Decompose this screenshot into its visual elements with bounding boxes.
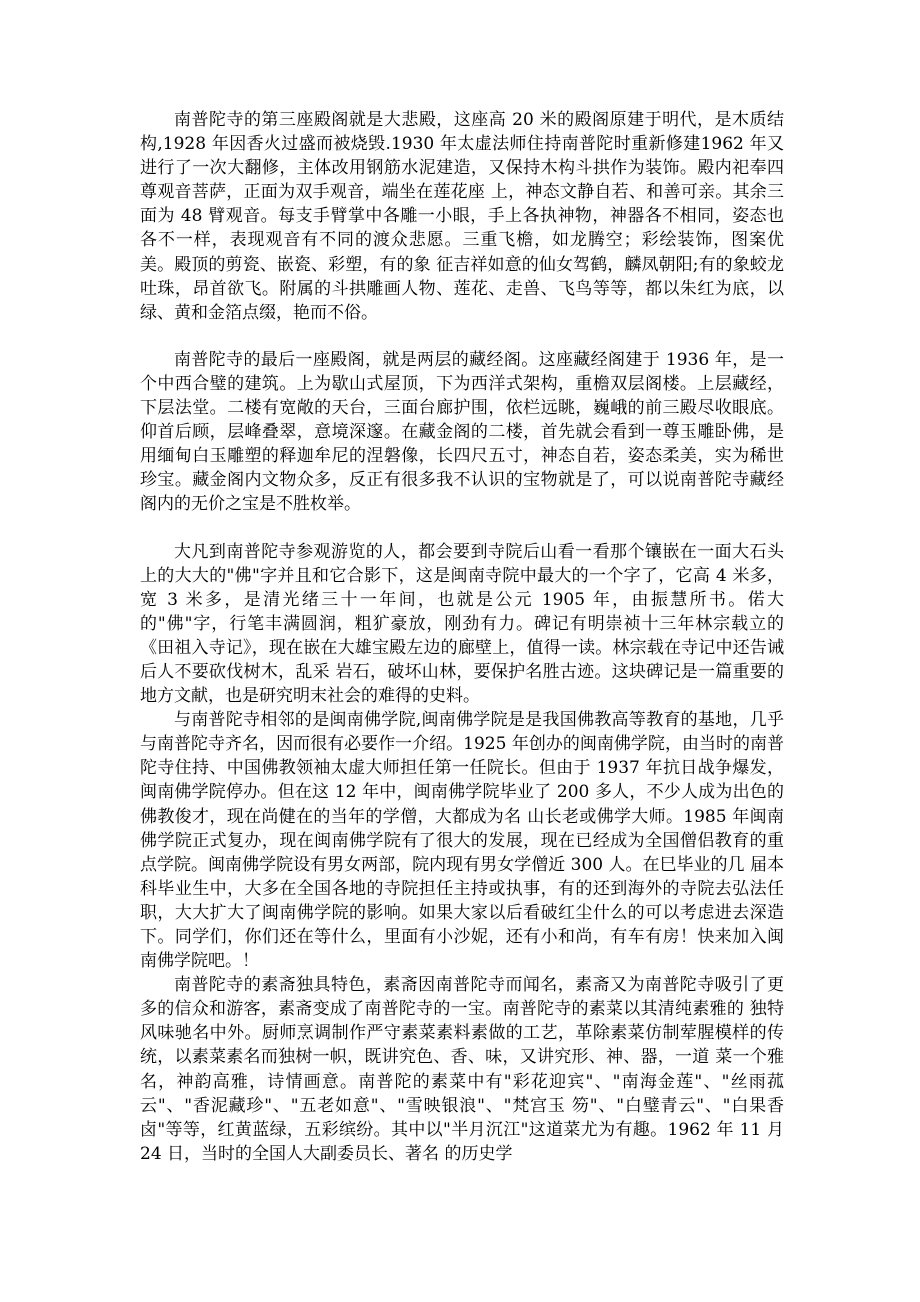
paragraph-spacer — [140, 325, 784, 348]
paragraph-sutra-library: 南普陀寺的最后一座殿阁，就是两层的藏经阁。这座藏经阁建于 1936 年，是一个中西合璧的建筑。上为歇山式屋顶，下为西洋式架构，重檐双层阁楼。上层藏经，下层法堂。二楼有宽敞的天台，三面台廊护围，依栏远眺，巍峨的前三殿尽收眼底。仰首后顾，层峰叠翠，意境深邃。在藏金阁的二楼，首先就会看到一尊玉雕卧佛，是用缅甸白玉雕塑的释迦牟尼的涅磐像，长四尺五寸，神态自若，姿态柔美，实为稀世珍宝。藏金阁内文物众多，反正有很多我不认识的宝物就是了，可以说南普陀寺藏经阁内的无价之宝是不胜枚举。 — [140, 349, 784, 515]
paragraph-spacer — [140, 517, 784, 540]
document-body — [140, 108, 784, 1166]
paragraph-vegetarian-cuisine: 南普陀寺的素斋独具特色，素斋因南普陀寺而闻名，素斋又为南普陀寺吸引了更多的信众和游客，素斋变成了南普陀寺的一宝。南普陀寺的素菜以其清纯素雅的 独特风味驰名中外。厨师烹调制作严守素菜素料素做的工艺，革除素菜仿制荤腥模样的传统，以素菜素名而独树一帜，既讲究色、香、味，又讲究形、神、器，一道 菜一个雅名，神韵高雅，诗情画意。南普陀的素菜中有"彩花迎宾"、"南海金莲"、"丝雨菰云"、"香泥藏珍"、"五老如意"、"雪映银浪"、"梵宫玉 笏"、"白璧青云"、"白果香卤"等等，红黄蓝绿，五彩缤纷。其中以"半月沉江"这道菜尤为有趣。1962 年 11 月 24 日，当时的全国人大副委员长、著名 的历史学 — [140, 975, 784, 1164]
paragraph-buddhist-college: 与南普陀寺相邻的是闽南佛学院,闽南佛学院是是我国佛教高等教育的基地，几乎与南普陀寺齐名，因而很有必要作一介绍。1925 年创办的闽南佛学院，由当时的南普陀寺住持、中国佛教领袖太虚大师担任第一任院长。但由于 1937 年抗日战争爆发，闽南佛学院停办。但在这 12 年中，闽南佛学院毕业了 200 多人，不少人成为出色的佛教俊才，现在尚健在的当年的学僧，大都成为名 山长老或佛学大师。1985 年闽南佛学院正式复办，现在闽南佛学院有了很大的发展，现在已经成为全国僧侣教育的重点学院。闽南佛学院设有男女两部，院内现有男女学僧近 300 人。在巳毕业的几 届本科毕业生中，大多在全国各地的寺院担任主持或执事，有的还到海外的寺院去弘法任职，大大扩大了闽南佛学院的影响。如果大家以后看破红尘什么的可以考虑进去深造下。同学们，你们还在等什么，里面有小沙妮，还有小和尚，有车有房！快来加入闽南佛学院吧。！ — [140, 710, 784, 972]
paragraph-fo-character-stone: 大凡到南普陀寺参观游览的人，都会要到寺院后山看一看那个镶嵌在一面大石头上的大大的"佛"字并且和它合影下，这是闽南寺院中最大的一个字了，它高 4 米多，宽 3 米多，是清光绪三十一年间，也就是公元 1905 年，由振慧所书。偌大的"佛"字，行笔丰满圆润，粗犷豪放，刚劲有力。碑记有明崇祯十三年林宗载立的《田祖入寺记》，现在嵌在大雄宝殿左边的廊壁上，值得一读。林宗载在寺记中还告诫后人不要砍伐树木，乱采 岩石，破坏山林，要保护名胜古迹。这块碑记是一篇重要的地方文献，也是研究明末社会的难得的史料。 — [140, 541, 784, 707]
paragraph-daibei-hall: 南普陀寺的第三座殿阁就是大悲殿，这座高 20 米的殿阁原建于明代，是木质结构,1928 年因香火过盛而被烧毁.1930 年太虚法师住持南普陀时重新修建1962 年又进行了一次大翻修，主体改用钢筋水泥建造，又保持木构斗拱作为装饰。殿内祀奉四尊观音菩萨，正面为双手观音，端坐在莲花座 上，神态文静自若、和善可亲。其余三面为 48 臂观音。每支手臂掌中各雕一小眼，手上各执神物，神器各不相同，姿态也各不一样，表现观音有不同的渡众悲愿。三重飞檐，如龙腾空；彩绘装饰，图案优美。殿顶的剪瓷、嵌瓷、彩塑，有的象 征吉祥如意的仙女驾鹤，麟凤朝阳;有的象蛟龙吐珠，昂首欲飞。附属的斗拱雕画人物、莲花、走兽、飞鸟等等，都以朱红为底，以绿、黄和金箔点缀，艳而不俗。 — [140, 110, 784, 323]
